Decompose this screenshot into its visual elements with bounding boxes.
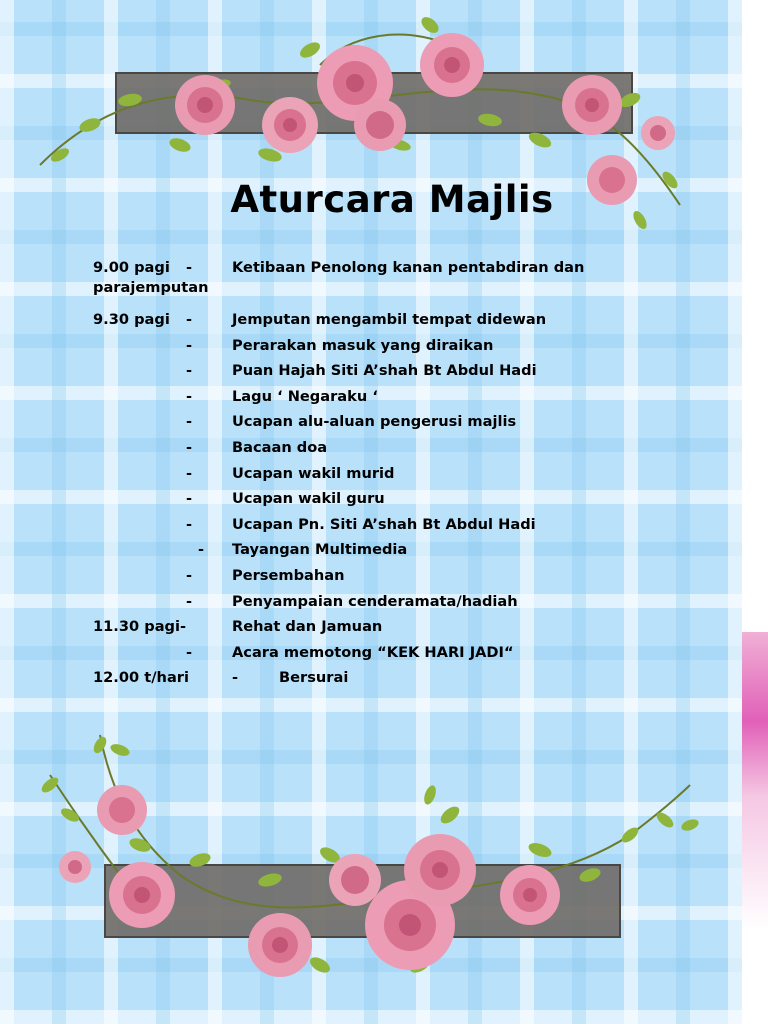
program-item bbox=[93, 592, 653, 618]
program-description: Tayangan Multimedia bbox=[232, 541, 408, 559]
program-description-continued: parajemputan bbox=[93, 279, 209, 296]
program-item bbox=[93, 336, 653, 362]
program-description: Puan Hajah Siti A’shah Bt Abdul Hadi bbox=[232, 362, 537, 380]
rose-garland-bottom-icon bbox=[30, 725, 720, 1015]
program-item bbox=[93, 361, 653, 387]
program-dash: - bbox=[186, 566, 193, 584]
page-title: Aturcara Majlis bbox=[230, 178, 554, 221]
program-description: Ucapan wakil guru bbox=[232, 490, 385, 508]
program-description: Perarakan masuk yang diraikan bbox=[232, 336, 494, 354]
program-dash: - bbox=[186, 336, 193, 354]
program-dash: - bbox=[186, 592, 193, 610]
program-time: 9.30 pagi bbox=[93, 311, 170, 328]
program-dash: - bbox=[186, 259, 193, 276]
program-dash: - bbox=[186, 311, 193, 328]
program-item bbox=[93, 464, 653, 490]
program-item bbox=[93, 566, 653, 592]
program-item bbox=[93, 643, 653, 669]
program-time: 11.30 pagi- bbox=[93, 618, 187, 636]
program-item bbox=[93, 438, 653, 464]
program-description: Ucapan Pn. Siti A’shah Bt Abdul Hadi bbox=[232, 515, 536, 533]
program-dash: - bbox=[186, 643, 193, 661]
program-list bbox=[93, 258, 653, 694]
program-dash: - bbox=[186, 362, 193, 380]
program-description: Lagu ‘ Negaraku ‘ bbox=[232, 387, 378, 405]
program-dash: - bbox=[186, 413, 193, 431]
program-item bbox=[93, 387, 653, 413]
program-description: Persembahan bbox=[232, 566, 345, 584]
program-description: Rehat dan Jamuan bbox=[232, 618, 383, 636]
program-description: Bacaan doa bbox=[232, 438, 328, 456]
program-item bbox=[93, 617, 653, 643]
program-item bbox=[93, 258, 653, 310]
program-item bbox=[93, 412, 653, 438]
program-item bbox=[93, 515, 653, 541]
program-dash: - bbox=[186, 490, 193, 508]
program-dash: - bbox=[186, 387, 193, 405]
program-description: Jemputan mengambil tempat didewan bbox=[232, 311, 547, 328]
program-dash: - bbox=[186, 438, 193, 456]
program-dash: - bbox=[198, 541, 205, 559]
program-item bbox=[93, 310, 653, 336]
program-description: Bersurai bbox=[279, 669, 349, 687]
program-description: Acara memotong “KEK HARI JADI“ bbox=[232, 643, 514, 661]
program-description: Penyampaian cenderamata/hadiah bbox=[232, 592, 518, 610]
program-item bbox=[93, 540, 653, 566]
program-dash: - bbox=[186, 515, 193, 533]
program-time: 12.00 t/hari bbox=[93, 669, 189, 687]
program-dash: - bbox=[232, 669, 239, 687]
side-decoration-strip bbox=[742, 632, 768, 930]
program-item bbox=[93, 489, 653, 515]
program-dash: - bbox=[186, 464, 193, 482]
program-item bbox=[93, 668, 653, 694]
program-description: Ucapan alu-aluan pengerusi majlis bbox=[232, 413, 517, 431]
program-description: Ucapan wakil murid bbox=[232, 464, 395, 482]
program-time: 9.00 pagi bbox=[93, 259, 170, 276]
program-description: Ketibaan Penolong kanan pentabdiran dan bbox=[232, 259, 585, 276]
